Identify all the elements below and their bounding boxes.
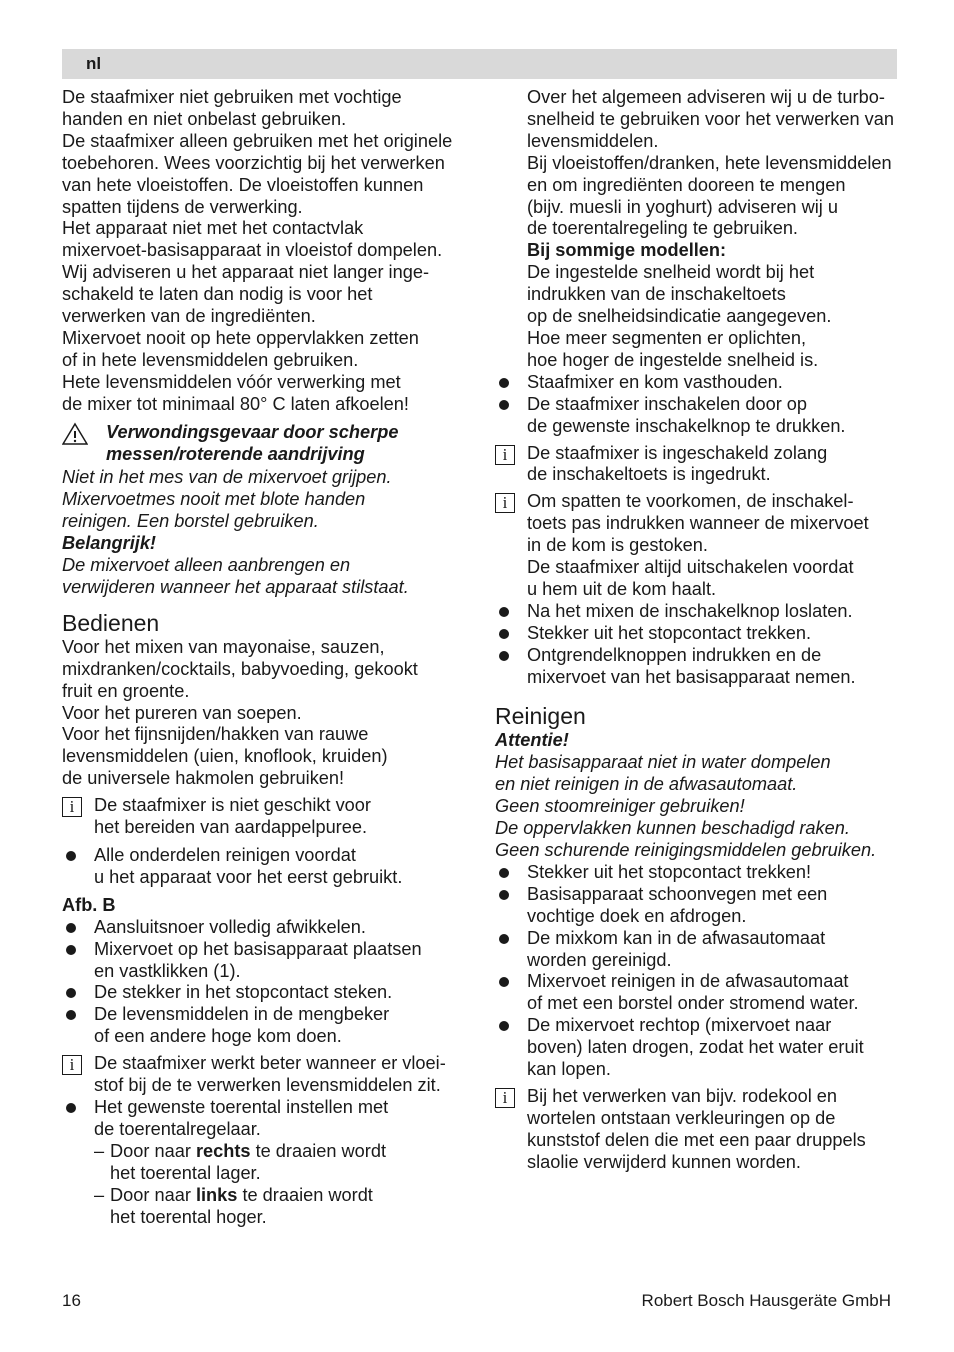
list-item	[495, 1015, 905, 1081]
bullet-icon	[66, 851, 76, 861]
text-line: verwerken van de ingrediënten.	[62, 306, 316, 327]
text-line: of in hete levensmiddelen gebruiken.	[62, 349, 359, 370]
text-line: De mixervoet rechtop (mixervoet naar	[527, 1015, 832, 1036]
left-column	[62, 87, 472, 1228]
text-line: u hem uit de kom haalt.	[527, 578, 717, 599]
list-item	[495, 884, 905, 928]
warning-triangle-icon	[62, 422, 88, 446]
text-fragment-bold: rechts	[195, 1140, 251, 1161]
text-line: kunststof delen die met een paar druppels	[527, 1129, 866, 1150]
dash-icon: –	[94, 1184, 105, 1205]
bullet-icon	[499, 934, 509, 944]
bullet-icon	[66, 923, 76, 933]
text-line: toets pas indrukken wanneer de mixervoet	[527, 513, 869, 534]
dash-item-rechts	[62, 1141, 472, 1185]
text-fragment: te draaien wordt	[250, 1140, 387, 1161]
bullet-icon	[499, 400, 509, 410]
text-line: Hete levensmiddelen vóór verwerking met	[62, 371, 401, 392]
text-line: Mixervoet nooit op hete oppervlakken zetten	[62, 327, 419, 348]
text-line	[110, 1141, 472, 1163]
bullet-icon	[499, 629, 509, 639]
text-line: de inschakeltoets is ingedrukt.	[527, 464, 771, 485]
list-item	[495, 645, 905, 689]
text-line: de gewenste inschakelknop te drukken.	[527, 415, 846, 436]
text-line: het toerental hoger.	[110, 1206, 267, 1227]
text-line: Alle onderdelen reinigen voordat	[94, 845, 356, 865]
text-line: vochtige doek en afdrogen.	[527, 905, 747, 926]
bullet-icon	[499, 651, 509, 661]
text-line: Ontgrendelknoppen indrukken en de	[527, 644, 822, 665]
text-line: De staafmixer niet gebruiken met vochtige	[62, 87, 402, 107]
text-line: De mixervoet alleen aanbrengen en	[62, 555, 351, 576]
text-line: Basisapparaat schoonvegen met een	[527, 883, 828, 904]
text-line: reinigen. Een borstel gebruiken.	[62, 511, 319, 532]
text-line: u het apparaat voor het eerst gebruikt.	[94, 866, 403, 887]
list-item	[62, 982, 472, 1004]
text-line: Om spatten te voorkomen, de inschakel-	[527, 491, 854, 512]
text-line: mixervoet-basisapparaat in vloeistof dompelen.	[62, 240, 443, 261]
info-icon: i	[62, 1055, 82, 1075]
section-heading-bedienen: Bedienen	[62, 609, 160, 636]
text-line: Voor het pureren van soepen.	[62, 702, 302, 723]
text-line: Geen schurende reinigingsmiddelen gebruiken.	[495, 840, 877, 860]
info-note	[495, 491, 905, 601]
list-item	[62, 939, 472, 983]
text-line: De staafmixer altijd uitschakelen voordat	[527, 557, 854, 578]
text-line: Hoe meer segmenten er oplichten,	[527, 327, 807, 348]
continued-text	[495, 87, 905, 372]
list-item	[495, 971, 905, 1015]
info-note	[495, 443, 905, 487]
text-line	[110, 1185, 472, 1207]
important-text	[62, 555, 472, 599]
bullet-icon	[66, 1010, 76, 1020]
text-line: verwijderen wanneer het apparaat stilstaat.	[62, 576, 409, 597]
text-line: Voor het fijnsnijden/hakken van rauwe	[62, 724, 369, 745]
list-item	[495, 372, 905, 394]
bullet-icon	[499, 977, 509, 987]
list-item	[495, 862, 905, 884]
text-fragment: te draaien wordt	[237, 1184, 373, 1205]
text-line: Aansluitsnoer volledig afwikkelen.	[94, 916, 366, 937]
text-line: snelheid te gebruiken voor het verwerken van	[527, 108, 895, 129]
text-line: Het apparaat niet met het contactvlak	[62, 218, 364, 239]
text-line: schakeld te laten dan nodig is voor het	[62, 284, 373, 305]
text-line: levensmiddelen (uien, knoflook, kruiden)	[62, 746, 388, 767]
text-line: De ingestelde snelheid wordt bij het	[527, 262, 815, 283]
bullet-icon	[499, 378, 509, 388]
text-line: Het gewenste toerental instellen met	[94, 1096, 389, 1117]
text-line: Voor het mixen van mayonaise, sauzen,	[62, 636, 385, 657]
text-line: Mixervoetmes nooit met blote handen	[62, 489, 366, 510]
dash-icon: –	[94, 1140, 105, 1161]
text-line: De mixkom kan in de afwasautomaat	[527, 927, 826, 948]
text-line: Mixervoet op het basisapparaat plaatsen	[94, 938, 422, 959]
bullet-icon	[66, 1103, 76, 1113]
text-line: Mixervoet reinigen in de afwasautomaat	[527, 971, 849, 992]
text-line: of met een borstel onder stromend water.	[527, 993, 859, 1014]
models-label: Bij sommige modellen:	[527, 240, 727, 261]
text-line: De staafmixer is ingeschakeld zolang	[527, 442, 828, 463]
text-line: de toerentalregelaar.	[94, 1118, 261, 1139]
text-line: Bij vloeistoffen/dranken, hete levensmiddelen	[527, 152, 892, 173]
text-line: Stekker uit het stopcontact trekken!	[527, 861, 812, 882]
text-line: en vastklikken (1).	[94, 960, 241, 981]
info-icon: i	[495, 493, 515, 513]
page-number: 16	[62, 1291, 81, 1310]
text-line: mixdranken/cocktails, babyvoeding, gekookt	[62, 658, 418, 679]
text-line: en om ingrediënten dooreen te mengen	[527, 174, 846, 195]
bullet-icon	[66, 945, 76, 955]
text-line: (bijv. muesli in yoghurt) adviseren wij u	[527, 196, 838, 217]
list-item	[62, 917, 472, 939]
text-line: Geen stoomreiniger gebruiken!	[495, 796, 745, 817]
warning-title: Verwondingsgevaar door scherpe	[106, 421, 399, 442]
text-line: boven) laten drogen, zodat het water eruit	[527, 1037, 864, 1058]
bullet-icon	[499, 607, 509, 617]
list-item	[62, 1004, 472, 1048]
figure-label: Afb. B	[62, 894, 116, 915]
text-line: de universele hakmolen gebruiken!	[62, 768, 345, 789]
text-line: op de snelheidsindicatie aangegeven.	[527, 306, 832, 327]
info-icon: i	[495, 1088, 515, 1108]
text-line: Over het algemeen adviseren wij u de turbo-	[527, 87, 885, 107]
text-line: De oppervlakken kunnen beschadigd raken.	[495, 818, 850, 839]
bullet-icon	[499, 1021, 509, 1031]
text-line: slaolie verwijderd kunnen worden.	[527, 1151, 801, 1172]
text-line: het bereiden van aardappelpuree.	[94, 817, 368, 838]
list-item	[495, 928, 905, 972]
important-label: Belangrijk!	[62, 533, 156, 554]
text-line: fruit en groente.	[62, 680, 190, 701]
text-line: van hete vloeistoffen. De vloeistoffen kunnen	[62, 174, 424, 195]
text-line: het toerental lager.	[110, 1162, 261, 1183]
text-line: De levensmiddelen in de mengbeker	[94, 1004, 390, 1025]
language-header-bar	[62, 49, 897, 79]
section-heading-reinigen: Reinigen	[495, 703, 586, 730]
attention-label: Attentie!	[495, 730, 569, 751]
text-line: De staafmixer werkt beter wanneer er vloei-	[94, 1053, 446, 1074]
text-line: Niet in het mes van de mixervoet grijpen.	[62, 467, 392, 488]
text-line: De staafmixer is niet geschikt voor	[94, 795, 371, 816]
attention-text	[495, 752, 905, 862]
text-line: Wij adviseren u het apparaat niet langer inge-	[62, 262, 430, 283]
text-line: in de kom is gestoken.	[527, 535, 708, 556]
list-item	[495, 623, 905, 645]
info-note	[62, 795, 472, 839]
text-line: toebehoren. Wees voorzichtig bij het verwerken	[62, 152, 445, 173]
text-line: of een andere hoge kom doen.	[94, 1026, 342, 1047]
language-label: nl	[86, 54, 102, 73]
list-item	[62, 1097, 472, 1141]
bullet-icon	[499, 890, 509, 900]
right-column	[495, 87, 905, 1174]
text-line: wortelen ontstaan verkleuringen op de	[527, 1107, 836, 1128]
text-line: kan lopen.	[527, 1059, 611, 1080]
text-line: spatten tijdens de verwerking.	[62, 196, 303, 217]
warning-block	[62, 422, 472, 466]
text-line: worden gereinigd.	[527, 949, 672, 970]
text-fragment: Door naar	[110, 1184, 196, 1205]
warning-text	[62, 467, 472, 533]
text-line: De staafmixer alleen gebruiken met het originele	[62, 130, 453, 151]
text-line: Het basisapparaat niet in water dompelen	[495, 752, 831, 773]
info-icon: i	[495, 445, 515, 465]
info-note	[495, 1086, 905, 1174]
list-item	[62, 845, 472, 889]
bullet-icon	[66, 988, 76, 998]
text-line: De stekker in het stopcontact steken.	[94, 982, 393, 1003]
intro-text	[62, 87, 472, 416]
text-line: hoe hoger de ingestelde snelheid is.	[527, 349, 819, 370]
list-item	[495, 394, 905, 438]
text-fragment-bold: links	[195, 1184, 238, 1205]
bedienen-text	[62, 637, 472, 790]
text-fragment: Door naar	[110, 1140, 196, 1161]
bullet-icon	[499, 868, 509, 878]
text-line: en niet reinigen in de afwasautomaat.	[495, 774, 798, 795]
warning-title: messen/roterende aandrijving	[106, 443, 365, 464]
text-line: Bij het verwerken van bijv. rodekool en	[527, 1085, 838, 1106]
text-line: de mixer tot minimaal 80° C laten afkoelen!	[62, 393, 409, 414]
text-line: mixervoet van het basisapparaat nemen.	[527, 666, 856, 687]
text-line: handen en niet onbelast gebruiken.	[62, 108, 347, 129]
text-line: Staafmixer en kom vasthouden.	[527, 371, 783, 392]
text-line: stof bij de te verwerken levensmiddelen zit.	[94, 1075, 441, 1096]
text-line: Na het mixen de inschakelknop loslaten.	[527, 600, 853, 621]
text-line: De staafmixer inschakelen door op	[527, 393, 808, 414]
info-note	[62, 1053, 472, 1097]
text-line: indrukken van de inschakeltoets	[527, 284, 786, 305]
info-icon: i	[62, 797, 82, 817]
footer-company: Robert Bosch Hausgeräte GmbH	[641, 1291, 891, 1310]
dash-item-links	[62, 1185, 472, 1229]
list-item	[495, 601, 905, 623]
text-line: levensmiddelen.	[527, 130, 659, 151]
text-line: Stekker uit het stopcontact trekken.	[527, 622, 812, 643]
text-line: de toerentalregeling te gebruiken.	[527, 218, 798, 239]
